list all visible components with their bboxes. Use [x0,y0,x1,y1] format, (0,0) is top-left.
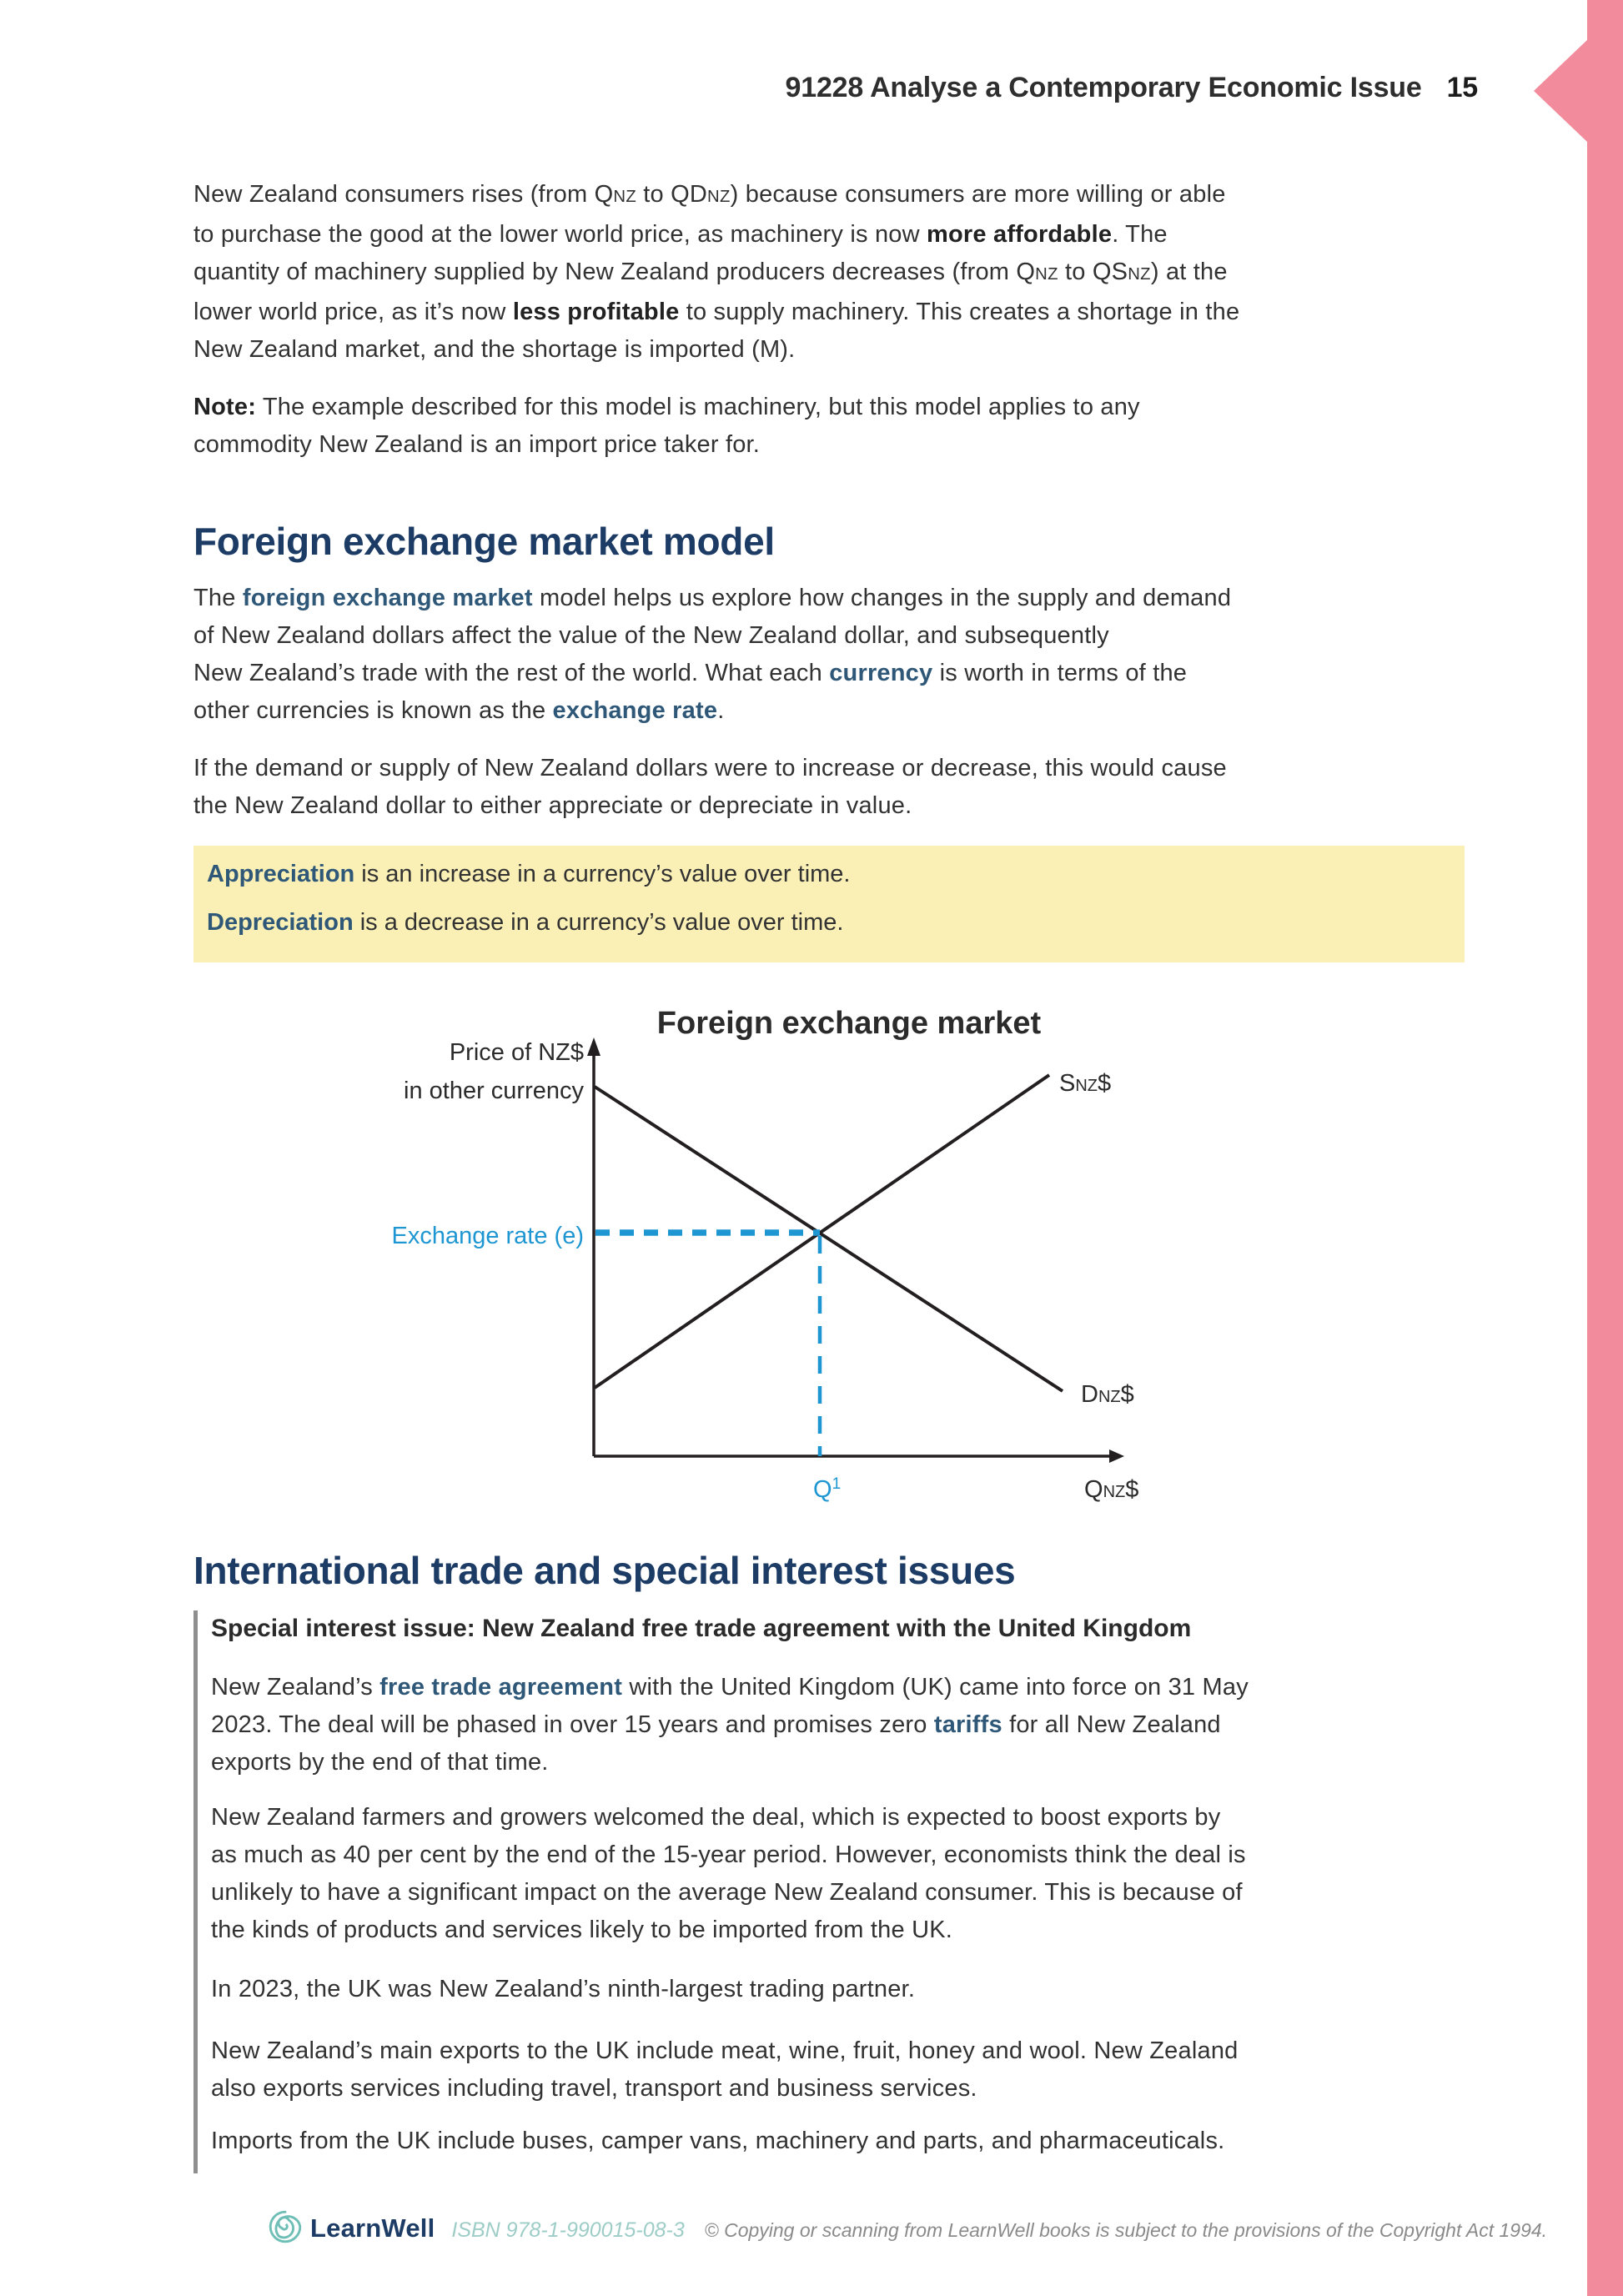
brand-name: LearnWell [310,2213,435,2243]
section-heading-foreign-exchange: Foreign exchange market model [193,520,775,563]
chart-y-axis-label-line2: in other currency [404,1078,584,1104]
y-axis-arrow-icon [587,1037,600,1056]
special-interest-paragraph: New Zealand’s main exports to the UK include meat, wine, fruit, honey and wool. New Zealand also exports services including travel, transport and business services. [211,2037,1239,2102]
special-interest-box [193,1610,1466,2173]
depreciation-definition: Depreciation is a decrease in a currency’s value over time. [207,909,844,936]
page-footer [310,2213,1547,2243]
special-interest-title: Special interest issue: New Zealand free trade agreement with the United Kingdom [211,1615,1192,1642]
appreciation-definition: Appreciation is an increase in a currency’s value over time. [207,861,851,887]
page-number: 15 [1446,72,1478,103]
chart-y-axis-label-line1: Price of NZ$ [449,1039,584,1066]
special-interest-paragraph: New Zealand farmers and growers welcomed the deal, which is expected to boost exports by as much as 40 per cent by the end of the 15-year period. However, economists think the deal is unlikely to have a significant impact on the average New Zealand consumer. This is because of the kinds of products and services likely to be imported from the UK. [211,1804,1246,1943]
equilibrium-quantity-label: $Q^1$ [813,1475,842,1503]
special-interest-paragraph: In 2023, the UK was New Zealand’s ninth-largest trading partner. [211,1976,916,2002]
page-header [193,71,1478,104]
note-paragraph: Note: The example described for this model is machinery, but this model applies to any commodity New Zealand is an import price taker for. [193,394,1140,458]
supply-curve [595,1075,1049,1388]
x-axis-quantity-label: QNZ$ [1084,1476,1139,1503]
special-interest-paragraph: New Zealand’s free trade agreement with the United Kingdom (UK) came into force on 31 May 2023. The deal will be phased in over 15 years and promises zero tariffs for all New Zealand exports by the end of that time. [211,1674,1249,1776]
page-edge-notch [1534,40,1587,142]
supply-curve-label: SNZ$ [1059,1070,1112,1097]
demand-curve [595,1087,1063,1391]
copyright-text: © Copying or scanning from LearnWell books is subject to the provisions of the Copyright Act 1994. [704,2219,1548,2241]
isbn-text: ISBN 978-1-990015-08-3 [451,2218,685,2242]
x-axis-arrow-icon [1109,1449,1124,1463]
special-interest-paragraph: Imports from the UK include buses, camper vans, machinery and parts, and pharmaceuticals. [211,2128,1225,2154]
chart-title: Foreign exchange market [656,1006,1042,1041]
header-course-title: 91228 Analyse a Contemporary Economic Issue [785,72,1422,103]
section-heading-international-trade: International trade and special interest issues [193,1549,1016,1592]
fx-paragraph-1: The foreign exchange market model helps us explore how changes in the supply and demand of New Zealand dollars affect the value of the New Zealand dollar, and subsequently New Zealand’s trade with the rest of the world. What each currency is worth in terms of the other currencies is known as the exchange rate. [193,585,1232,724]
definitions-highlight-box [193,846,1465,962]
intro-paragraph: New Zealand consumers rises (from QNZ to QDNZ) because consumers are more willing or able to purchase the good at the lower world price, as machinery is now more affordable. The quantity of machinery supplied by New Zealand producers decreases (from QNZ to QSNZ) at the lower world price, as it’s now less profitable to supply machinery. This creates a shortage in the New Zealand market, and the shortage is imported (M). [193,181,1240,363]
foreign-exchange-market-diagram [193,984,1470,1543]
demand-curve-label: DNZ$ [1081,1381,1134,1408]
learnwell-spiral-logo-icon [269,2210,302,2243]
page-edge-band [1587,0,1623,2296]
exchange-rate-label: Exchange rate (e) [391,1223,584,1249]
fx-paragraph-2: If the demand or supply of New Zealand dollars were to increase or decrease, this would cause the New Zealand dollar to either appreciate or depreciate in value. [193,755,1227,819]
